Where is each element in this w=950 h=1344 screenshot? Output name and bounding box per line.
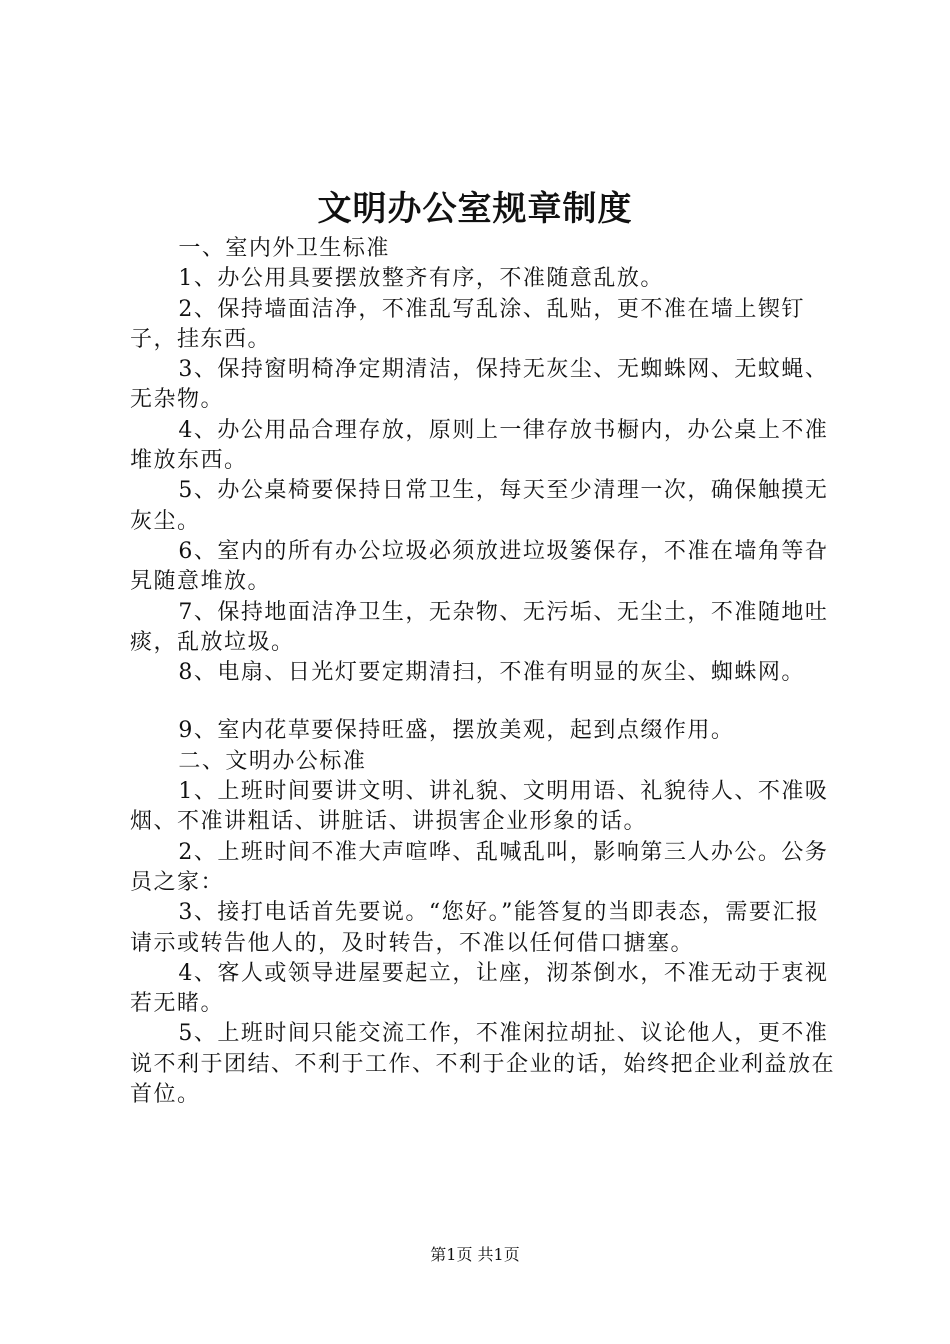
paragraph: 7、保持地面洁净卫生，无杂物、无污垢、无尘土，不准随地吐痰，乱放垃圾。 <box>130 599 829 655</box>
paragraph: 5、办公桌椅要保持日常卫生，每天至少清理一次，确保触摸无灰尘。 <box>130 478 829 534</box>
paragraph: 2、保持墙面洁净，不准乱写乱涂、乱贴，更不准在墙上锲钉子，挂东西。 <box>130 296 805 352</box>
paragraph: 1、上班时间要讲文明、讲礼貌、文明用语、礼貌待人、不准吸烟、不准讲粗话、讲脏话、讲损害企业形象的话。 <box>130 779 829 835</box>
paragraph: 3、接打电话首先要说。“您好。”能答复的当即表态，需要汇报请示或转告他人的，及时转告，不准以任何借口搪塞。 <box>130 900 820 956</box>
document-body <box>130 234 835 1110</box>
paragraph: 4、客人或领导进屋要起立，让座，沏茶倒水，不准无动于衷视若无睹。 <box>130 960 829 1017</box>
section-heading-office: 二、文明办公标准 <box>178 748 367 774</box>
paragraph: 1、办公用具要摆放整齐有序，不准随意乱放。 <box>178 266 664 292</box>
paragraph: 4、办公用品合理存放，原则上一律存放书橱内，办公桌上不准堆放东西。 <box>130 417 829 474</box>
document-title: 文明办公室规章制度 <box>317 189 633 229</box>
paragraph: 2、上班时间不准大声喧哗、乱喊乱叫，影响第三人办公。公务员之家： <box>130 839 829 895</box>
section-heading-hygiene: 一、室内外卫生标准 <box>178 236 390 261</box>
paragraph: 5、上班时间只能交流工作，不准闲拉胡扯、议论他人，更不准说不利于团结、不利于工作、不利于企业的话，始终把企业利益放在首位。 <box>130 1021 836 1108</box>
page-number: 第1页 共1页 <box>430 1245 520 1264</box>
paragraph: 3、保持窗明椅净定期清洁，保持无灰尘、无蜘蛛网、无蚊蝇、无杂物。 <box>130 357 829 413</box>
paragraph: 6、室内的所有办公垃圾必须放进垃圾篓保存，不准在墙角等旮旯随意堆放。 <box>130 538 829 595</box>
paragraph: 9、室内花草要保持旺盛，摆放美观，起到点缀作用。 <box>178 718 735 744</box>
paragraph: 8、电扇、日光灯要定期清扫，不准有明显的灰尘、蜘蛛网。 <box>178 660 805 686</box>
